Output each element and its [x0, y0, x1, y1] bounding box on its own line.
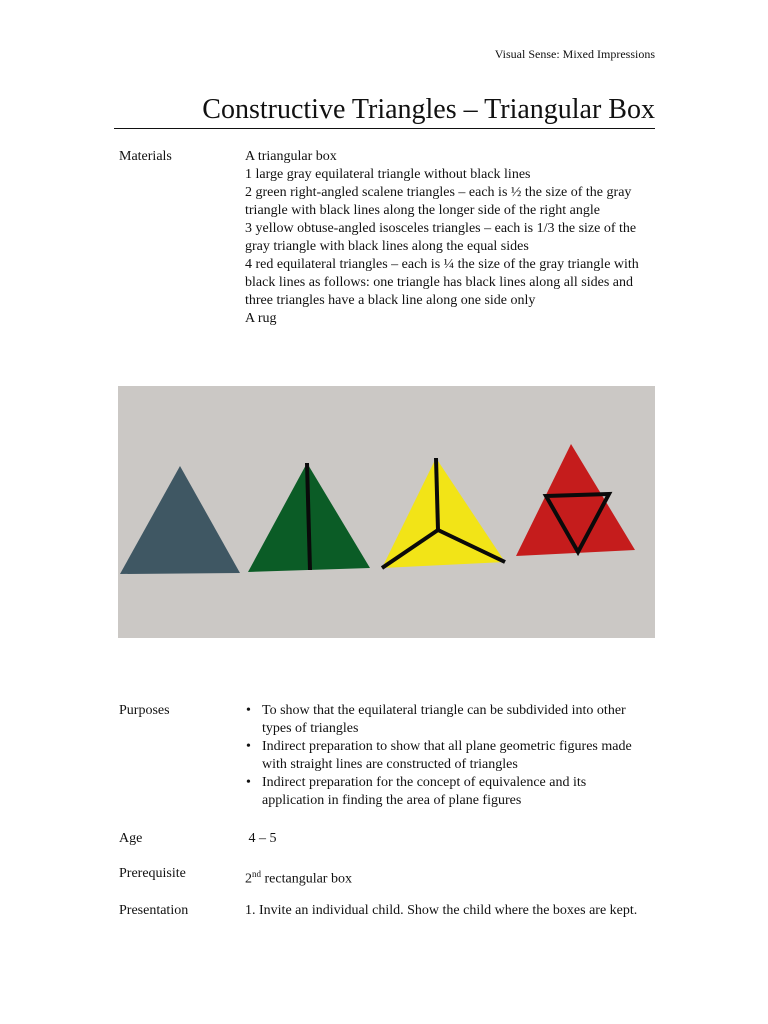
- materials-line: black lines as follows: one triangle has black lines along all sides and: [245, 275, 634, 290]
- materials-line: three triangles have a black line along one side only: [245, 293, 536, 308]
- header-note: Visual Sense: Mixed Impressions: [494, 47, 655, 61]
- materials-list: [245, 148, 675, 328]
- bullet-dot-icon: •: [246, 739, 251, 754]
- presentation-label: Presentation: [119, 903, 189, 918]
- list-item: [245, 702, 685, 738]
- prerequisite-value: [245, 865, 675, 889]
- presentation-value: 1. Invite an individual child. Show the child where the boxes are kept.: [245, 903, 638, 918]
- title-rule: [114, 128, 655, 129]
- materials-line: 3 yellow obtuse-angled isosceles triangles – each is 1/3 the size of the: [245, 221, 637, 236]
- triangles-photo: [118, 386, 655, 638]
- prerequisite-number: 2: [245, 871, 252, 887]
- purposes-label: Purposes: [119, 703, 170, 718]
- materials-line: triangle with black lines along the longer side of the right angle: [245, 203, 600, 218]
- prerequisite-ordinal: nd: [252, 869, 261, 879]
- purpose-line: with straight lines are constructed of triangles: [262, 757, 518, 772]
- materials-line: A rug: [245, 311, 277, 326]
- prerequisite-text: rectangular box: [261, 871, 352, 887]
- list-item: [245, 774, 685, 810]
- bullet-dot-icon: •: [246, 703, 251, 718]
- materials-line: 4 red equilateral triangles – each is ¼ the size of the gray triangle with: [245, 257, 639, 272]
- bullet-dot-icon: •: [246, 775, 251, 790]
- materials-line: 1 large gray equilateral triangle without black lines: [245, 167, 531, 182]
- purpose-line: Indirect preparation to show that all plane geometric figures made: [262, 739, 632, 754]
- prerequisite-label: Prerequisite: [119, 866, 186, 881]
- age-label: Age: [119, 831, 143, 846]
- list-item: [245, 738, 685, 774]
- materials-line: A triangular box: [245, 149, 337, 164]
- materials-line: gray triangle with black lines along the equal sides: [245, 239, 529, 254]
- page-title: Constructive Triangles – Triangular Box: [202, 94, 655, 125]
- yellow-triangle-line: [436, 458, 438, 530]
- purpose-line: To show that the equilateral triangle can be subdivided into other: [262, 703, 626, 718]
- purpose-line: Indirect preparation for the concept of equivalence and its: [262, 775, 587, 790]
- purpose-line: application in finding the area of plane figures: [262, 793, 522, 808]
- materials-label: Materials: [119, 149, 172, 164]
- purpose-line: types of triangles: [262, 721, 359, 736]
- purposes-list: [245, 702, 685, 810]
- materials-line: 2 green right-angled scalene triangles – each is ½ the size of the gray: [245, 185, 632, 200]
- age-value: 4 – 5: [245, 831, 277, 846]
